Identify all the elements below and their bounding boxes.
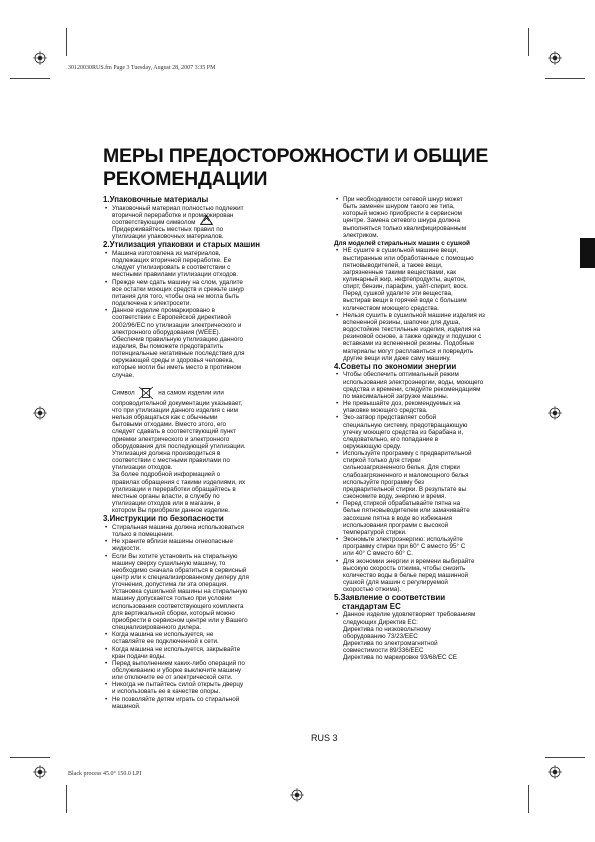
section-heading: 1.Упаковочные материалы — [103, 195, 209, 204]
text-line: или 40° C вместо 60° C. — [343, 550, 413, 558]
text-line: • Данное изделие промаркировано в — [112, 307, 216, 315]
crop-line — [528, 785, 529, 813]
text-line: высокую скорость отжима, чтобы снизить — [343, 564, 466, 572]
paragraph — [103, 471, 325, 514]
text-line: средства и времени, следуйте рекомендациям — [343, 385, 481, 393]
bullet-item — [334, 414, 556, 450]
bullet-item — [103, 553, 325, 632]
text-line: потенциальные негативные последствия для — [112, 350, 245, 358]
text-line: • Не превышайте доз, рекомендуемых на — [343, 400, 461, 408]
thumb-index-tab — [580, 238, 595, 268]
text-line: нельзя обращаться как с обычными — [112, 414, 218, 422]
recycle-triangle-icon — [200, 215, 213, 225]
text-line: кулинарный жир, нефтепродукты, ацетон, — [343, 275, 466, 283]
text-line: совместимости 89/336/EEC — [343, 647, 424, 655]
text-line: соответствии с Европейской директивой — [112, 314, 231, 322]
text-line: следует сдавать в соответствующий пункт — [112, 428, 237, 436]
text-line: водостойкие текстильные изделия, изделия на — [343, 326, 481, 334]
text-line: которые могли бы иметь место в противном — [112, 364, 242, 372]
text-line: или отключите ее от электрической сети. — [112, 674, 233, 682]
text-line: случае. — [112, 371, 135, 379]
text-line: программу стирки при 60° C вместо 95° C — [343, 543, 466, 551]
text-line: резиновой основе, а также одежду и подушки с — [343, 333, 482, 341]
crop-line — [66, 785, 67, 813]
text-line: упаковке моющего средства. — [343, 407, 428, 415]
section-heading: 5.Заявление о соответствии стандартам ЕС — [334, 593, 446, 611]
text-line: Директива по электромагнитной — [343, 640, 438, 648]
text-line: который можно приобрести в сервисном — [343, 210, 462, 218]
bullet-item — [103, 681, 325, 695]
text-line: приемки электрического и электронного — [112, 435, 230, 443]
text-line: использования соответствующего комплекта — [112, 602, 244, 610]
bullet-item — [103, 307, 325, 379]
text-line: выстирав вещи в горячей воде с большим — [343, 297, 467, 305]
text-line: Перед сушкой удалите эти вещества, — [343, 290, 453, 298]
crop-line — [66, 28, 67, 56]
text-line: • Когда машина не используется, не — [112, 631, 214, 639]
paragraph: Директива по маркировке 93/68/EC CE — [343, 654, 457, 662]
text-line: уточнения, допустима ли эта операция. — [112, 581, 229, 589]
print-footer: Black process 45.0° 150.0 LPI — [68, 771, 142, 777]
text-line: другие вещи или даже саму машину. — [343, 354, 451, 362]
text-line: подлежащих вторичной переработке. Ее — [112, 257, 232, 265]
bullet-item — [334, 558, 556, 594]
text-line: предварительной стирки. В результате вы — [343, 485, 467, 493]
page-title: МЕРЫ ПРЕДОСТОРОЖНОСТИ И ОБЩИЕ РЕКОМЕНДАЦИИ — [103, 145, 489, 190]
text-line: электронного оборудования (WEEE). — [112, 328, 221, 336]
bullet-item — [334, 400, 556, 414]
text-line: быть заменен шнуром такого же типа, — [343, 203, 455, 211]
text-line: машину сверху сушильную машину, то — [112, 559, 226, 567]
paragraph — [334, 640, 556, 654]
text-line: соответствии с местными правилами по — [112, 457, 230, 465]
section-heading: 4.Советы по экономии энергии — [334, 361, 457, 371]
crop-line — [10, 78, 50, 79]
bullet-item — [334, 450, 556, 500]
text-line: машину допускается только при условии — [112, 595, 232, 603]
section-heading: 3.Инструкции по безопасности — [103, 514, 224, 524]
text-line: приобрести в сервисном центре или у Вашего — [112, 616, 248, 624]
left-column — [103, 196, 325, 710]
text-line: оставляйте ее подключенной к сети. — [112, 638, 219, 646]
text-line: вспененной резины, шапочки для душа, — [343, 318, 461, 326]
text-line: • Машина изготовлена из материалов, — [112, 249, 221, 257]
text-line: следует утилизировать в соответствии с — [112, 264, 231, 272]
text-line: обслуживанию и уборке выключите машину — [112, 667, 242, 674]
text-line: 2002/96/EC по утилизации электрического и — [112, 321, 242, 329]
text-line: выполняться только квалифицированным — [343, 224, 467, 232]
text-line: сопроводительной документации указывает, — [112, 399, 243, 407]
text-line: местные органы власти, в службу по — [112, 492, 220, 500]
bullet-item — [103, 660, 325, 681]
text-line: • Не позволяйте детям играть со стиральной — [112, 695, 240, 703]
text-line: • Чтобы обеспечить оптимальный режим — [343, 371, 459, 379]
bullet-item — [103, 279, 325, 308]
bullet-item — [103, 646, 325, 660]
bullet-item — [334, 312, 556, 362]
text-line: • НЕ сушите в сушильной машине вещи, — [343, 247, 458, 255]
text-line: специальную систему, предотвращающую — [343, 421, 468, 429]
text-line: температурой стирки. — [343, 528, 407, 536]
bullet-item — [103, 631, 325, 645]
bullet-item — [334, 196, 556, 239]
text-line: • Прежде чем сдать машину на слом, удалите — [112, 278, 243, 286]
text-line: окружающую среду. — [343, 443, 402, 450]
text-line: электриком. — [343, 231, 379, 239]
text-line: спирт, бензин, парафин, уайт-спирит, воск. — [343, 283, 468, 291]
text-line: вставками из вспененной резины. Подобные — [343, 340, 475, 348]
text-line: • Если Вы хотите установить на стиральную — [112, 552, 238, 560]
text-line: загрязненные такими веществами, как — [343, 268, 457, 276]
text-line: • Перед выполнением каких-либо операций по — [112, 659, 245, 667]
page-number: RUS 3 — [311, 733, 338, 743]
text-line: Обеспечив правильную утилизацию данного — [112, 335, 244, 343]
text-line: утилизации отходов или в магазин, в — [112, 499, 221, 507]
text-line: сушкой (для машин с регулируемой — [343, 578, 448, 586]
crop-line — [545, 757, 585, 758]
text-line: изделия, Вы поможете предотвратить — [112, 343, 224, 350]
text-line: Установка сушильной машины на стиральную — [112, 588, 248, 596]
text-line: необходимо сначала обратиться в сервисный — [112, 566, 247, 574]
section-heading: 2.Утилизация упаковки и старых машин — [103, 240, 260, 250]
text-line: утилизации отходов. — [112, 464, 173, 472]
text-line: жидкости. — [112, 545, 142, 553]
bullet-item — [334, 500, 556, 536]
text-line: правилах обращения с такими изделиями, их — [112, 478, 246, 486]
bullet-item — [103, 538, 325, 552]
text-line: скоростью отжима). — [343, 586, 402, 594]
text-line: материалы могут расплавиться и повредить — [343, 347, 474, 355]
text-line: Утилизация должна производиться в — [112, 449, 221, 457]
text-line: • Для экономии энергии и времени выбирайте — [343, 557, 475, 565]
text-line: котором Вы приобрели данное изделие. — [112, 507, 230, 515]
text-line: только в помещении. — [112, 531, 174, 539]
text-line: оборудованию 73/23/EEC — [343, 632, 418, 640]
bullet-item — [103, 250, 325, 279]
text-line: следующих Директив ЕС: — [343, 618, 418, 626]
text-line: питания для того, чтобы она не могла быть — [112, 292, 240, 300]
text-line: и использовать ее в качестве опоры. — [112, 688, 221, 696]
registration-mark-icon — [290, 788, 304, 802]
text-line: утечку моющего средства из барабана и, — [343, 428, 464, 436]
text-line: • Не храните вблизи машины огнеопасные — [112, 538, 233, 546]
text-line: • Данное изделие удовлетворяет требованиям — [343, 611, 476, 619]
bullet-item: • Упаковочный материал полностью подлежит вторичной переработке и промаркирован соответствующим символом Придерживайтесь местных правил по утилизации упаковочных материалов. — [103, 205, 325, 241]
text-line: по максимальной загрузке машины. — [343, 392, 449, 400]
text-line: кран подачи воды. — [112, 652, 166, 660]
text-line: сэкономите воду, энергию и время. — [343, 493, 447, 501]
text-line: • Когда машина не используется, закрывайте — [112, 645, 241, 653]
text-line: утилизации и переработки обращайтесь в — [112, 485, 236, 493]
text-line: окружающей среды и здоровья человека, — [112, 357, 234, 365]
text-line: • Никогда не пытайтесь силой открыть дверцу — [112, 681, 244, 689]
registration-mark-icon — [33, 765, 47, 779]
bullet-item — [334, 371, 556, 400]
text-line: специализированного дилера. — [112, 624, 202, 632]
text-line: • Экономьте электроэнергию: используйте — [343, 536, 463, 544]
print-header: 30120030RUS.fm Page 3 Tuesday, August 28, 2007 3:35 PM — [68, 65, 216, 71]
text-line: для вертикальной сборки, который можно — [112, 609, 235, 617]
text-line: центре. Замена сетевого шнура должна — [343, 217, 460, 225]
text-line: количество воды в белье перед машинной — [343, 571, 469, 579]
text-line: что при утилизации данного изделия с ним — [112, 406, 238, 414]
text-line: белье пятновыводителем или замачивайте — [343, 507, 470, 515]
text-line: стиркой только для стирки — [343, 457, 421, 465]
text-line: используйте программу без — [343, 478, 425, 486]
text-line: все остатки моющих средств и срежьте шнур — [112, 285, 244, 293]
subsection-heading: Для моделей стиральных машин с сушкой — [334, 239, 470, 247]
text-line: засохшие пятна в воде во избежания — [343, 514, 453, 522]
registration-mark-icon — [548, 765, 562, 779]
text-line: сильнозагрязненного белья. Для стирки — [343, 464, 460, 472]
text-line: • Стиральная машина должна использоваться — [112, 523, 244, 531]
text-line: пятновыводителей, а также вещи, — [343, 261, 443, 269]
text-line: подключена к электросети. — [112, 300, 192, 308]
paragraph — [334, 626, 556, 640]
text-line: слабозагрязненного и маломощного белья — [343, 471, 469, 479]
text-line: • Перед стиркой обрабатывайте пятна на — [343, 500, 461, 508]
text-line: местными правилами утилизации отходов. — [112, 271, 238, 279]
registration-mark-icon — [33, 51, 47, 65]
text-line: выстиранные или обработанные с помощью — [343, 254, 474, 262]
crop-line — [545, 78, 585, 79]
text-line: использования программ с высокой — [343, 521, 449, 529]
paragraph: Символ на самом изделии или — [103, 386, 325, 400]
text-line: • При необходимости сетевой шнур может — [343, 196, 463, 203]
text-line: оборудования для последующей утилизации. — [112, 442, 246, 450]
text-line: Директива по низковольтному — [343, 625, 431, 633]
bullet-item — [334, 247, 556, 311]
text-line: • Нельзя сушить в сушильной машине изделия из — [343, 311, 485, 319]
text-line: За более подробной информацией о — [112, 471, 221, 479]
bullet-item — [334, 611, 556, 625]
text-line: бытовыми отходами. Вместо этого, его — [112, 421, 227, 429]
crop-line — [10, 757, 50, 758]
right-column — [334, 196, 556, 662]
text-line: следовательно, его попадание в — [343, 435, 439, 443]
bullet-item — [103, 696, 325, 710]
text-line: количеством моющего средства. — [343, 304, 439, 312]
crop-line — [528, 28, 529, 56]
bullet-item — [103, 524, 325, 538]
crossed-bin-icon — [138, 386, 154, 400]
registration-mark-icon — [548, 51, 562, 65]
text-line: • Эко-затвор представляет собой — [343, 414, 437, 422]
text-line: машиной. — [112, 702, 141, 710]
text-line: использования электроэнергии, воды, моющего — [343, 378, 484, 386]
bullet-item — [334, 536, 556, 557]
text-line: центр или к специализированному дилеру для — [112, 573, 249, 581]
paragraph — [103, 400, 325, 472]
text-line: • Используйте программу с предварительной — [343, 450, 472, 458]
registration-mark-icon — [33, 406, 47, 420]
